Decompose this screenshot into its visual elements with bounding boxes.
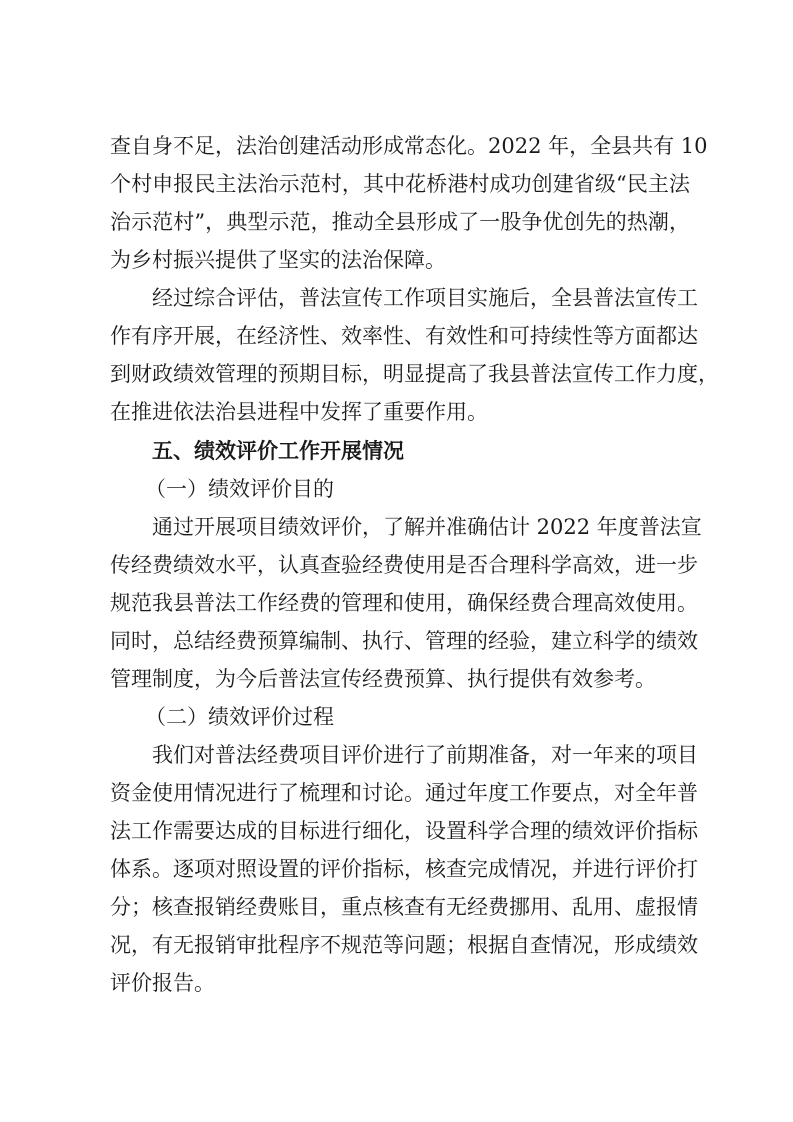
paragraph-3-line-4: 同时，总结经费预算编制、执行、管理的经验，建立科学的绩效 <box>110 629 698 653</box>
paragraph-4-line-4: 体系。逐项对照设置的评价指标，核查完成情况，并进行评价打 <box>110 857 698 881</box>
subsection-1-heading: （一）绩效评价目的 <box>145 477 334 501</box>
paragraph-2-line-3: 到财政绩效管理的预期目标，明显提高了我县普法宣传工作力度， <box>110 362 719 386</box>
paragraph-4-line-2: 资金使用情况进行了梳理和讨论。通过年度工作要点，对全年普 <box>110 781 698 805</box>
paragraph-3-line-1: 通过开展项目绩效评价，了解并准确估计 2022 年度普法宣 <box>152 515 702 539</box>
paragraph-4-line-7: 评价报告。 <box>110 971 215 995</box>
paragraph-4-line-3: 法工作需要达成的目标进行细化，设置科学合理的绩效评价指标 <box>110 819 698 843</box>
paragraph-4-line-5: 分；核查报销经费账目，重点核查有无经费挪用、乱用、虚报情 <box>110 895 698 919</box>
paragraph-4-line-1: 我们对普法经费项目评价进行了前期准备，对一年来的项目 <box>152 743 698 767</box>
paragraph-1-line-1: 查自身不足，法治创建活动形成常态化。2022 年，全县共有 10 <box>110 134 708 158</box>
section-heading: 五、绩效评价工作开展情况 <box>152 439 404 463</box>
paragraph-4-line-6: 况，有无报销审批程序不规范等问题；根据自查情况，形成绩效 <box>110 933 698 957</box>
subsection-2-heading: （二）绩效评价过程 <box>145 705 334 729</box>
paragraph-3-line-2: 传经费绩效水平，认真查验经费使用是否合理科学高效，进一步 <box>110 553 698 577</box>
paragraph-1-line-3: 治示范村”，典型示范，推动全县形成了一股争优创先的热潮， <box>110 210 690 234</box>
paragraph-2-line-4: 在推进依法治县进程中发挥了重要作用。 <box>110 400 488 424</box>
paragraph-1-line-2: 个村申报民主法治示范村，其中花桥港村成功创建省级“民主法 <box>110 172 690 196</box>
paragraph-3-line-5: 管理制度，为今后普法宣传经费预算、执行提供有效参考。 <box>110 667 656 691</box>
paragraph-2-line-1: 经过综合评估，普法宣传工作项目实施后，全县普法宣传工 <box>152 286 698 310</box>
paragraph-2-line-2: 作有序开展，在经济性、效率性、有效性和可持续性等方面都达 <box>110 324 698 348</box>
paragraph-1-line-4: 为乡村振兴提供了坚实的法治保障。 <box>110 248 446 272</box>
paragraph-3-line-3: 规范我县普法工作经费的管理和使用，确保经费合理高效使用。 <box>110 591 698 615</box>
